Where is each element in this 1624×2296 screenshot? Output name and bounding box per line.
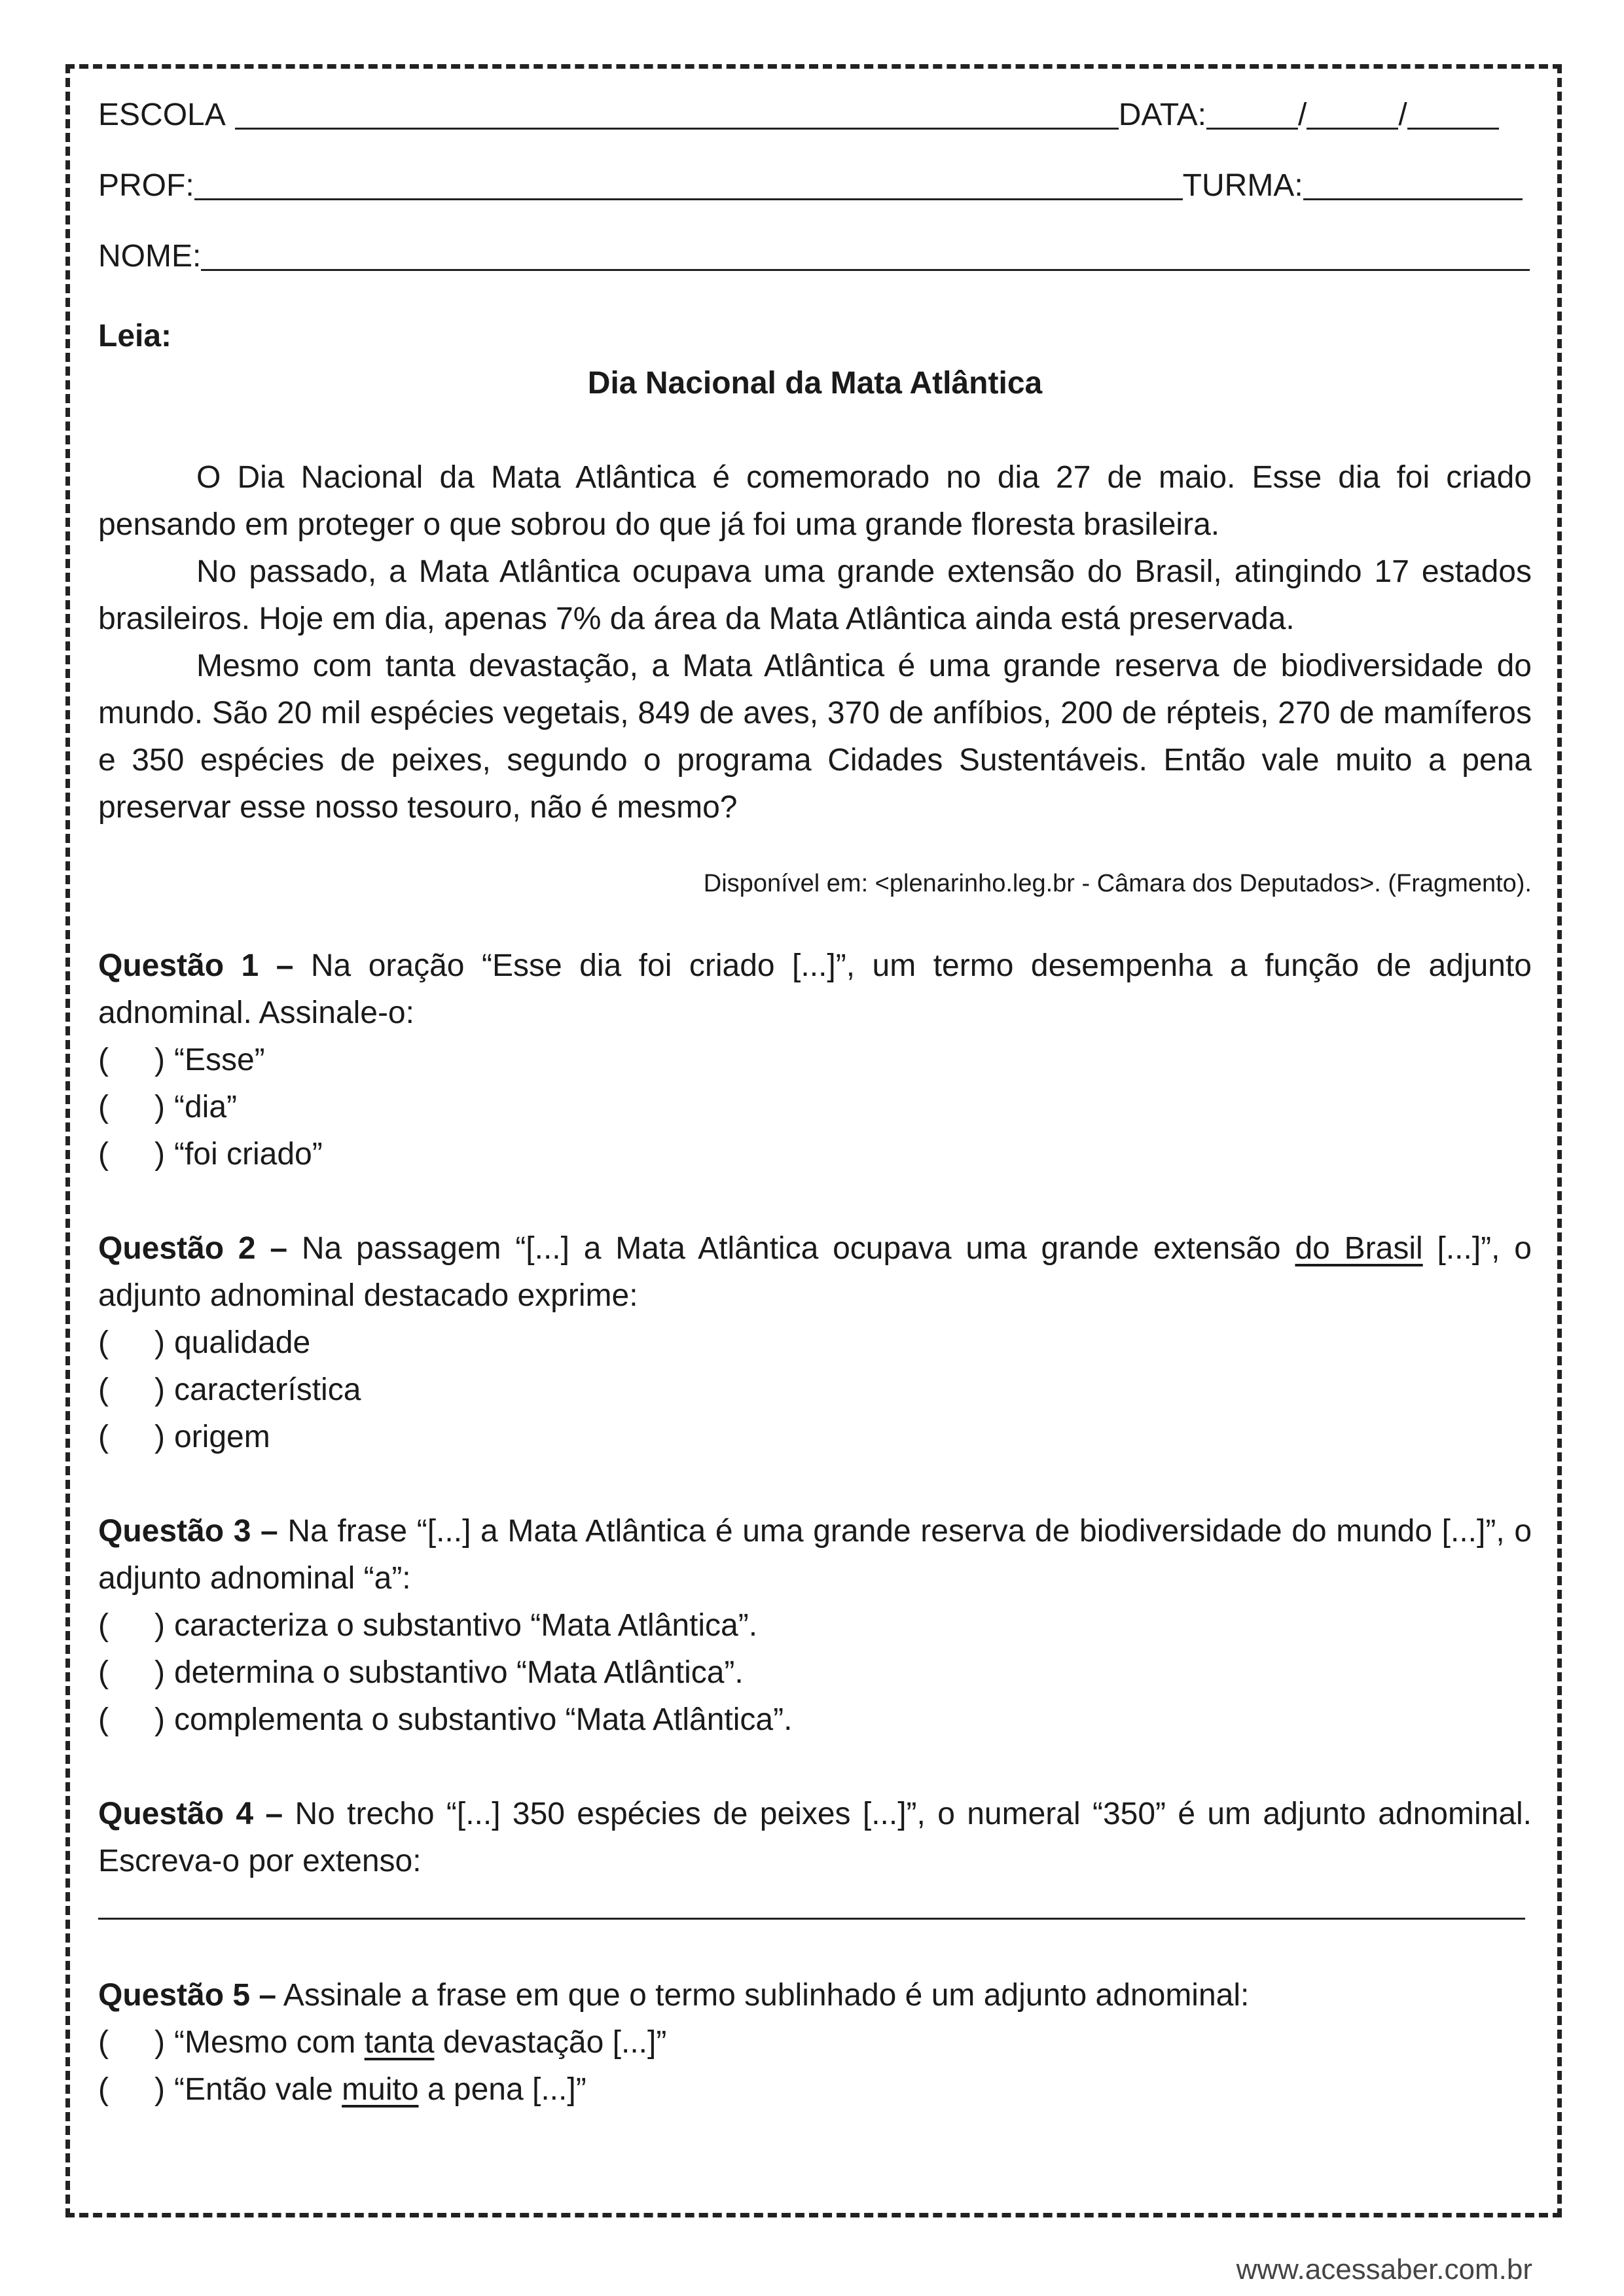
question-5-text: Assinale a frase em que o termo sublinhado é um adjunto adnominal: [283, 1978, 1250, 2013]
option-label: caracteriza o substantivo “Mata Atlântica”. [173, 1608, 758, 1643]
turma-field[interactable] [1303, 167, 1523, 200]
option-label: “Esse” [173, 1043, 265, 1077]
checkbox-close: ) [154, 1325, 165, 1360]
option-label: “Mesmo com tanta devastação [...]” [173, 2025, 667, 2060]
option-label: qualidade [173, 1325, 311, 1360]
data-day-field[interactable] [1206, 96, 1298, 130]
option-label: complementa o substantivo “Mata Atlântica”. [173, 1702, 793, 1737]
checkbox-open: ( [98, 1655, 109, 1690]
question-2-statement [98, 1225, 1532, 1319]
checkbox-open: ( [98, 2025, 109, 2060]
reading-source: Disponível em: <plenarinho.leg.br - Câmara dos Deputados>. (Fragmento). [703, 870, 1532, 897]
checkbox-close: ) [154, 1655, 165, 1690]
question-1-text: Na oração “Esse dia foi criado [...]”, um termo desempenha a função de adjunto adnominal. Assinale-o: [98, 948, 1532, 1030]
data-sep-2: / [1398, 98, 1407, 132]
question-3-option-b[interactable] [98, 1649, 1532, 1696]
reading-paragraph: Mesmo com tanta devastação, a Mata Atlântica é uma grande reserva de biodiversidade do mundo. São 20 mil espécies vegetais, 849 de aves, 370 de anfíbios, 200 de répteis, 270 de mamíferos e 350 espécies de peixes, segundo o programa Cidades Sustentáveis. Então vale muito a pena preservar esse nosso tesouro, não é mesmo? [98, 649, 1532, 825]
checkbox-close: ) [154, 1420, 165, 1454]
checkbox-open: ( [98, 1702, 109, 1737]
question-3-statement [98, 1508, 1532, 1602]
checkbox-close: ) [154, 1372, 165, 1407]
data-sep-1: / [1297, 98, 1307, 132]
checkbox-open: ( [98, 1372, 109, 1407]
checkbox-close: ) [154, 1137, 165, 1172]
reading-paragraph: No passado, a Mata Atlântica ocupava uma grande extensão do Brasil, atingindo 17 estados brasileiros. Hoje em dia, apenas 7% da área da Mata Atlântica ainda está preservada. [98, 554, 1532, 636]
question-5-statement [98, 1972, 1532, 2019]
question-3-option-c[interactable] [98, 1696, 1532, 1744]
checkbox-open: ( [98, 2072, 109, 2107]
header-prof-row [98, 162, 1532, 209]
question-1-option-b[interactable] [98, 1084, 1532, 1131]
reading-text [98, 454, 1532, 831]
data-label: DATA: [1118, 98, 1206, 132]
checkbox-open: ( [98, 1325, 109, 1360]
question-3 [98, 1508, 1532, 1744]
worksheet [98, 92, 1532, 2113]
option-label: “foi criado” [173, 1137, 323, 1172]
question-4-answer-line[interactable] [98, 1885, 1525, 1920]
question-4-label: Questão 4 – [98, 1797, 283, 1831]
reading-title: Dia Nacional da Mata Atlântica [587, 366, 1043, 401]
option-label: característica [173, 1372, 361, 1407]
data-month-field[interactable] [1307, 96, 1398, 130]
checkbox-open: ( [98, 1043, 109, 1077]
nome-field[interactable] [201, 238, 1530, 271]
data-year-field[interactable] [1407, 96, 1499, 130]
nome-label: NOME: [98, 239, 202, 274]
question-4 [98, 1791, 1532, 1920]
question-1-label: Questão 1 – [98, 948, 294, 983]
option-underlined-term: tanta [364, 2025, 435, 2060]
checkbox-close: ) [154, 1702, 165, 1737]
question-2 [98, 1225, 1532, 1461]
question-1-statement [98, 942, 1532, 1037]
prof-field[interactable] [194, 167, 1183, 200]
question-3-text: Na frase “[...] a Mata Atlântica é uma grande reserva de biodiversidade do mundo [...]”, o adjunto adnominal “a”: [98, 1514, 1532, 1596]
question-2-option-b[interactable] [98, 1367, 1532, 1414]
checkbox-close: ) [154, 2025, 165, 2060]
question-2-underlined-term: do Brasil [1295, 1231, 1423, 1266]
option-label: “dia” [173, 1090, 238, 1124]
option-label: origem [173, 1420, 270, 1454]
header-escola-row [98, 92, 1532, 139]
option-underlined-term: muito [342, 2072, 419, 2107]
checkbox-close: ) [154, 1090, 165, 1124]
question-1-option-c[interactable] [98, 1131, 1532, 1178]
checkbox-open: ( [98, 1420, 109, 1454]
escola-label: ESCOLA [98, 98, 226, 132]
checkbox-open: ( [98, 1137, 109, 1172]
checkbox-open: ( [98, 1090, 109, 1124]
question-1-option-a[interactable] [98, 1037, 1532, 1084]
question-3-option-a[interactable] [98, 1602, 1532, 1649]
question-5-label: Questão 5 – [98, 1978, 277, 2013]
question-2-option-c[interactable] [98, 1414, 1532, 1461]
option-label: determina o substantivo “Mata Atlântica”. [173, 1655, 744, 1690]
prof-label: PROF: [98, 168, 194, 203]
checkbox-close: ) [154, 1608, 165, 1643]
question-2-text-after: [...]”, o adjunto adnominal destacado exprime: [98, 1231, 1532, 1313]
question-1 [98, 942, 1532, 1178]
question-3-label: Questão 3 – [98, 1514, 278, 1549]
question-2-option-a[interactable] [98, 1319, 1532, 1367]
checkbox-close: ) [154, 2072, 165, 2107]
checkbox-open: ( [98, 1608, 109, 1643]
question-4-text: No trecho “[...] 350 espécies de peixes [...]”, o numeral “350” é um adjunto adnominal. Escreva-o por extenso: [98, 1797, 1532, 1878]
escola-field[interactable] [235, 96, 1119, 130]
question-2-text-before: Na passagem “[...] a Mata Atlântica ocupava uma grande extensão [301, 1231, 1281, 1266]
reading-paragraph: O Dia Nacional da Mata Atlântica é comemorado no dia 27 de maio. Esse dia foi criado pensando em proteger o que sobrou do que já foi uma grande floresta brasileira. [98, 460, 1532, 542]
footer-site: www.acessaber.com.br [1236, 2253, 1532, 2286]
header-nome-row [98, 233, 1532, 280]
question-5 [98, 1972, 1532, 2113]
question-4-statement [98, 1791, 1532, 1885]
question-2-label: Questão 2 – [98, 1231, 288, 1266]
question-5-option-a[interactable] [98, 2019, 1532, 2066]
option-label: “Então vale muito a pena [...]” [173, 2072, 586, 2107]
reading-instruction: Leia: [98, 319, 172, 353]
turma-label: TURMA: [1182, 168, 1303, 203]
question-5-option-b[interactable] [98, 2066, 1532, 2113]
checkbox-close: ) [154, 1043, 165, 1077]
